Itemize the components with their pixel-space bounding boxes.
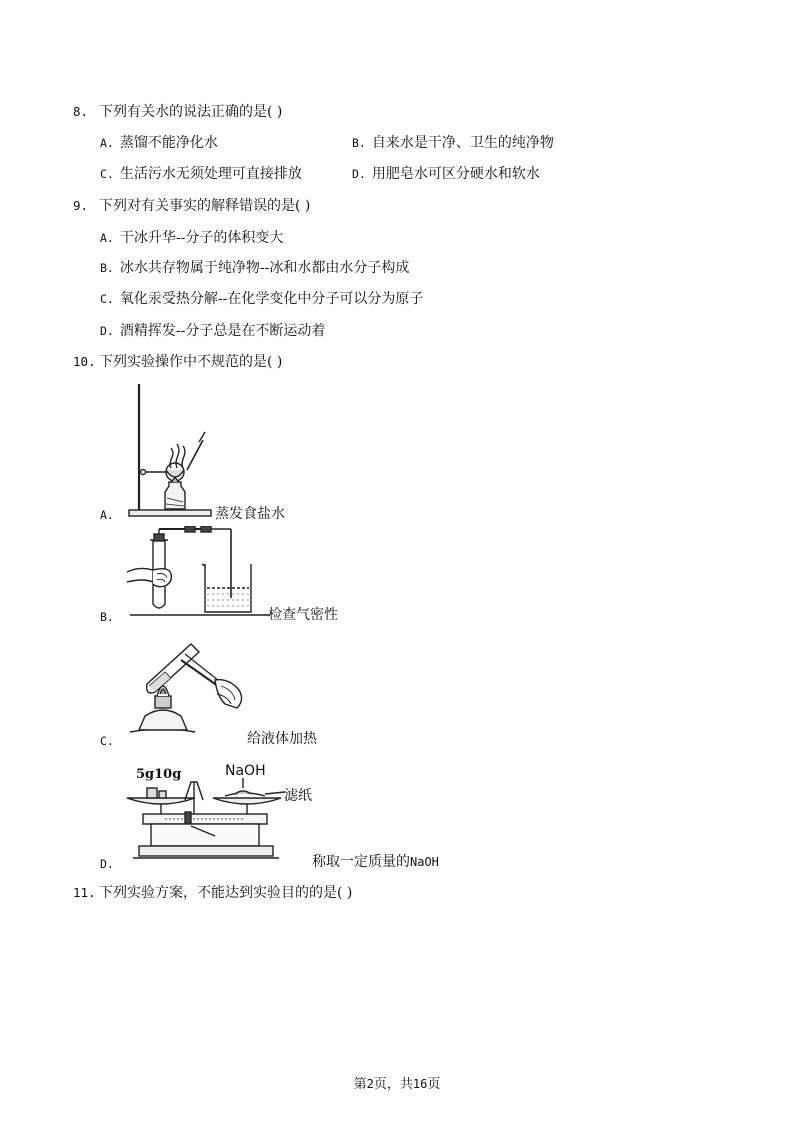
- filter-paper-label: 滤纸: [284, 788, 312, 804]
- naoh-label: NaOH: [225, 763, 266, 779]
- question-11: [73, 884, 352, 902]
- option-9a: A. 干冰升华--分子的体积变大: [100, 230, 284, 246]
- question-number: 9.: [73, 198, 89, 213]
- figure-letter-c: C.: [100, 734, 114, 748]
- question-number: 11.: [73, 885, 96, 900]
- question-9: [73, 197, 310, 215]
- liquid-heating-figure: [125, 634, 247, 744]
- airtightness-check-figure: [125, 526, 270, 618]
- question-number: 8.: [73, 104, 89, 119]
- option-9b: B. 冰水共存物属于纯净物--冰和水都由水分子构成: [100, 260, 410, 276]
- question-stem: 下列实验操作中不规范的是( ): [99, 354, 283, 370]
- caption-c: 给液体加热: [247, 731, 317, 747]
- question-10: [73, 353, 282, 371]
- question-stem: 下列对有关事实的解释错误的是( ): [99, 198, 311, 214]
- question-stem: 下列有关水的说法正确的是( ): [99, 104, 283, 120]
- weights-label: 5g10g: [136, 767, 182, 782]
- option-8d: D. 用肥皂水可区分硬水和软水: [352, 166, 540, 182]
- option-9d: D. 酒精挥发--分子总是在不断运动着: [100, 323, 326, 339]
- caption-d: 称取一定质量的NaOH: [312, 854, 439, 870]
- option-8c: C. 生活污水无须处理可直接排放: [100, 166, 302, 182]
- figure-letter-d: D.: [100, 857, 114, 871]
- balance-figure: [125, 778, 290, 864]
- question-8: [73, 103, 282, 121]
- figure-letter-a: A.: [100, 508, 114, 522]
- page-number: 2: [366, 1077, 374, 1091]
- question-stem: 下列实验方案，不能达到实验目的的是( ): [99, 885, 353, 901]
- figure-letter-b: B.: [100, 610, 114, 624]
- question-number: 10.: [73, 354, 96, 369]
- caption-b: 检查气密性: [268, 607, 338, 623]
- caption-a: 蒸发食盐水: [215, 506, 285, 522]
- option-8b: B. 自来水是干净、卫生的纯净物: [352, 135, 554, 151]
- option-9c: C. 氧化汞受热分解--在化学变化中分子可以分为原子: [100, 291, 424, 307]
- page-total: 16: [412, 1077, 428, 1091]
- page-footer: 第2页，共16页: [353, 1077, 441, 1092]
- evaporation-apparatus-figure: [125, 382, 215, 518]
- option-8a: A. 蒸馏不能净化水: [100, 135, 218, 151]
